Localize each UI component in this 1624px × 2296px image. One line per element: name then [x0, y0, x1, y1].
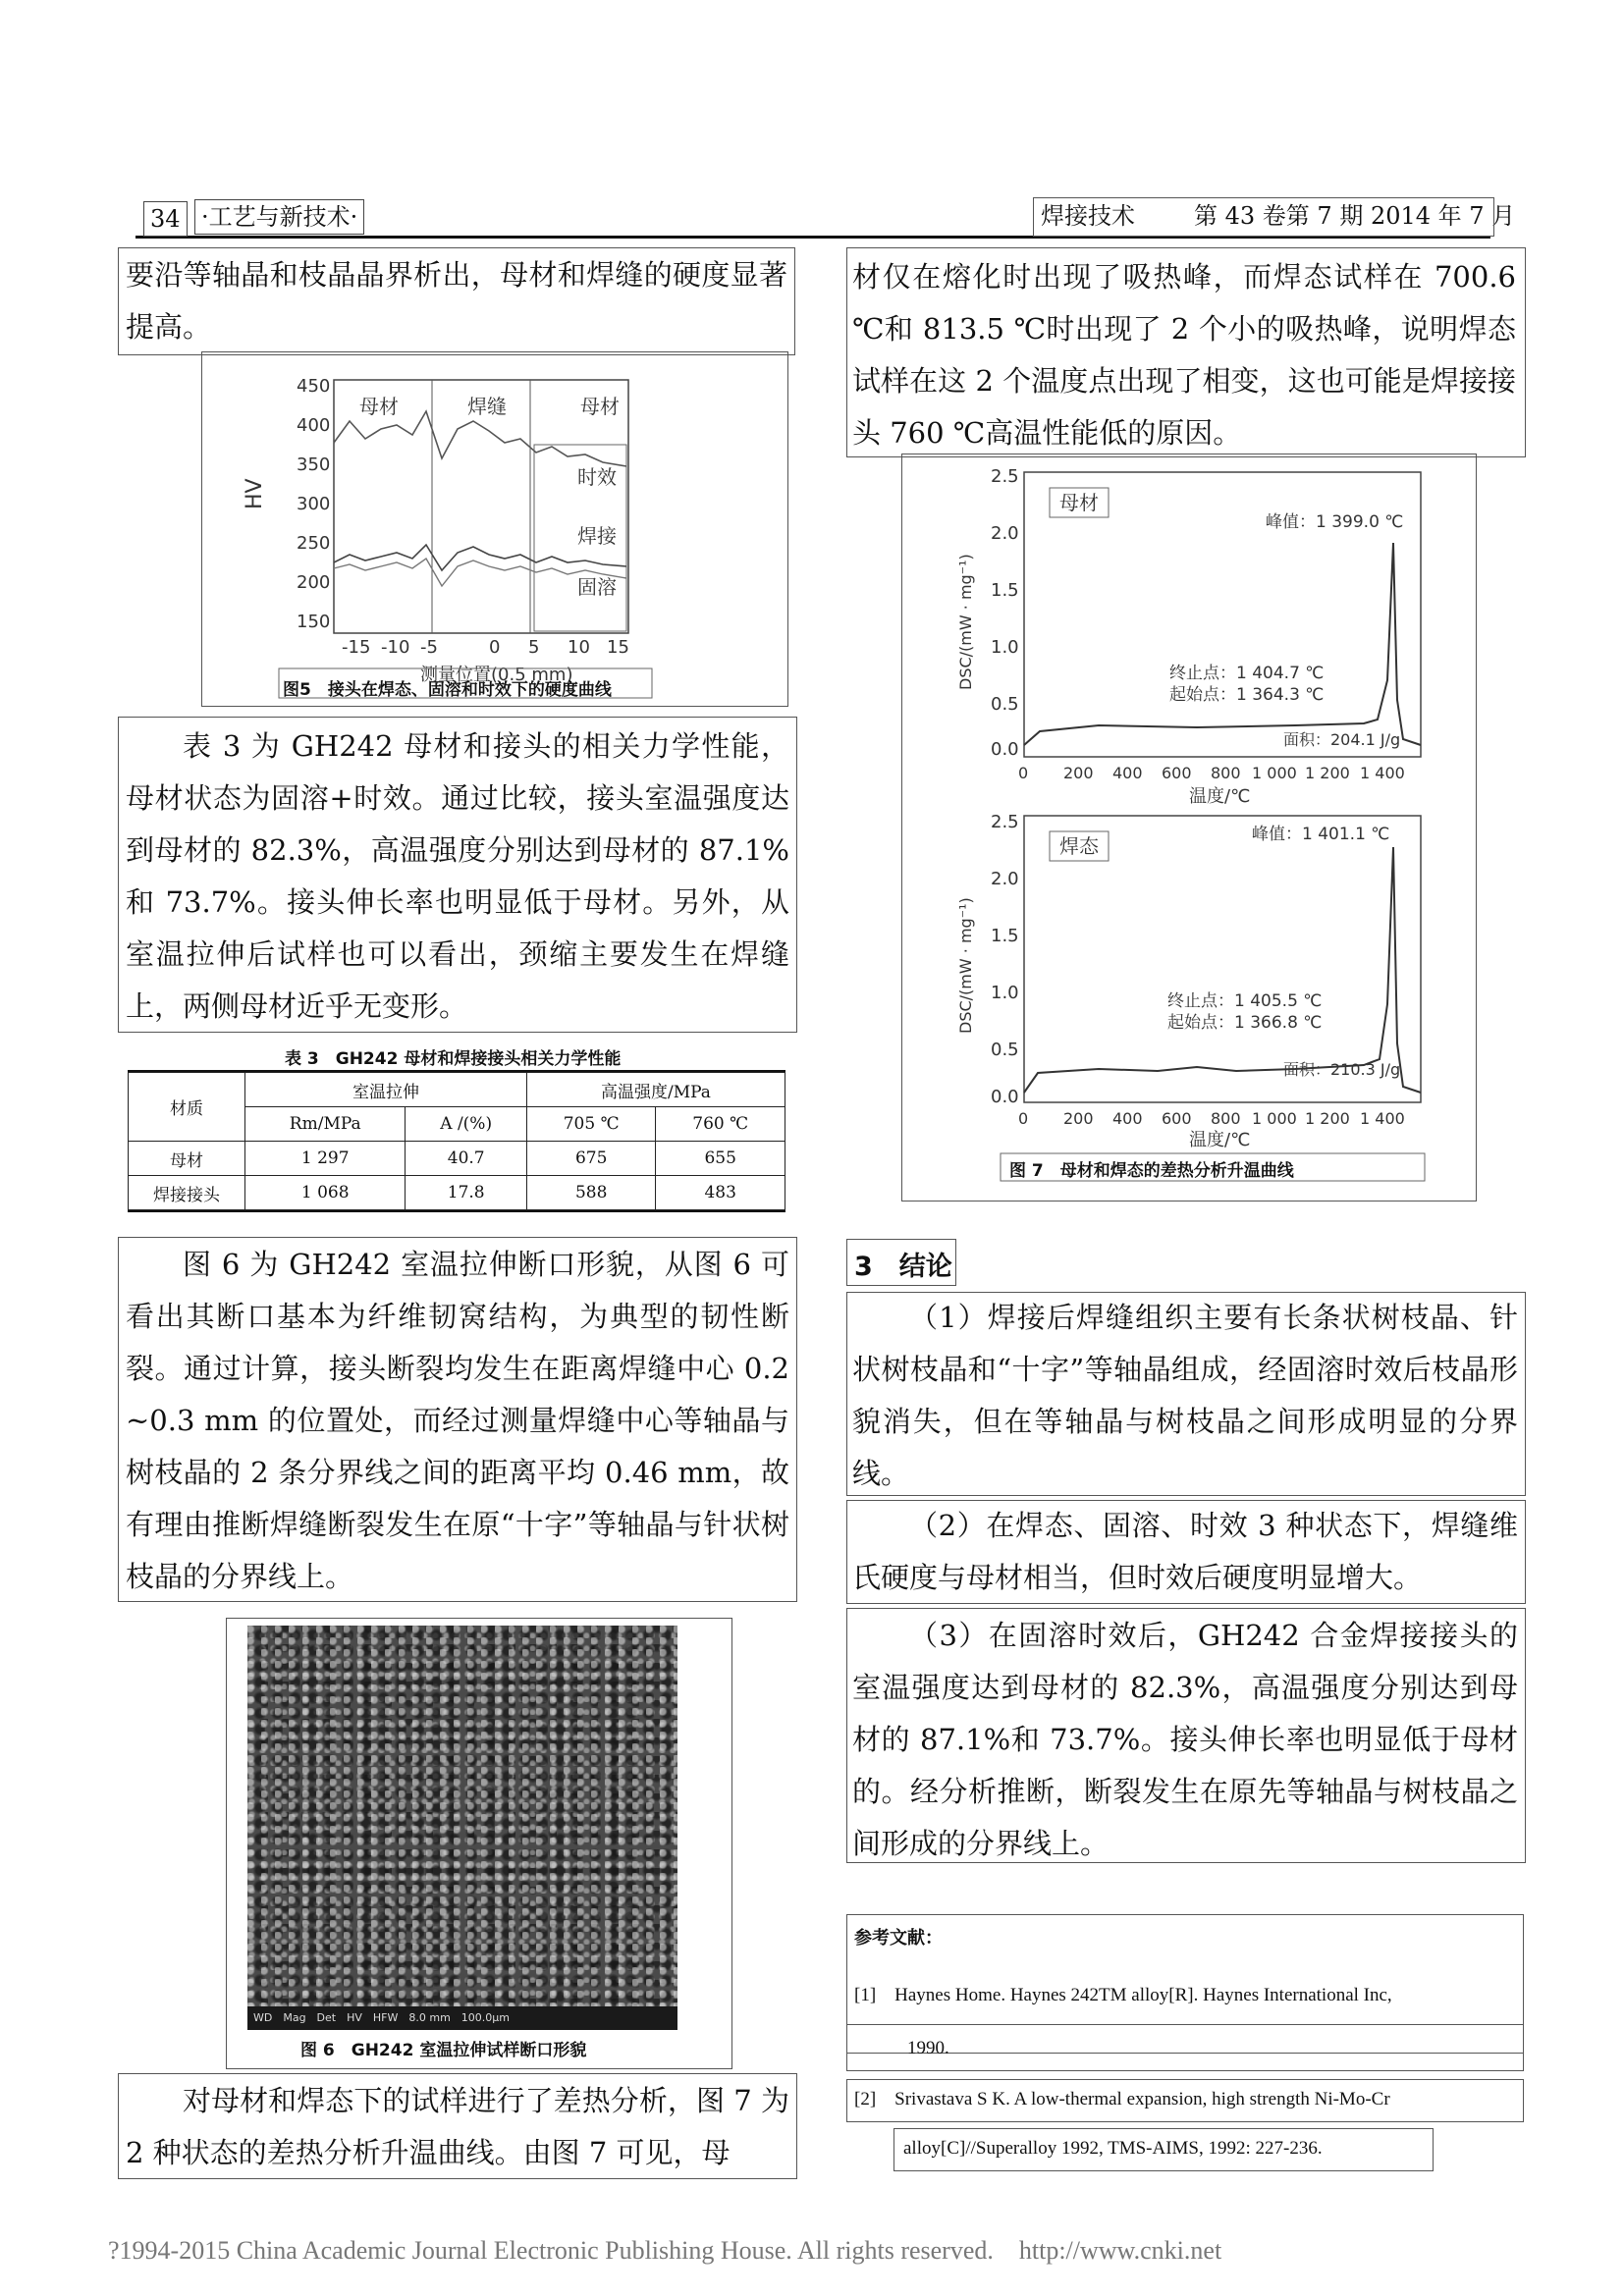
- x-tick: 400: [1112, 1109, 1143, 1128]
- col-705: 705 ℃: [526, 1107, 656, 1142]
- figure-6-caption: 图 6 GH242 室温拉伸试样断口形貌: [300, 2041, 587, 2060]
- paragraph: [126, 721, 789, 1033]
- paragraph: [852, 251, 1516, 459]
- x-tick: -10: [381, 637, 410, 658]
- fig5-chart: [202, 352, 789, 708]
- y-tick: 2.5: [991, 466, 1019, 487]
- paragraph: [852, 1610, 1518, 1870]
- x-tick: 1 400: [1360, 1109, 1405, 1128]
- reference-1: [1] Haynes Home. Haynes 242TM alloy[R]. Haynes International Inc,: [854, 1985, 1392, 2005]
- x-tick: 10: [568, 637, 590, 658]
- copyright-footer: ?1994-2015 China Academic Journal Electronic Publishing House. All rights reserved. http://www.cnki.net: [108, 2236, 1222, 2265]
- paragraph-text: 要沿等轴晶和枝晶晶界析出，母材和焊缝的硬度显著提高。: [126, 258, 787, 344]
- y-tick: 450: [297, 376, 331, 397]
- area-label: 面积：210.3 J/g: [1283, 1060, 1401, 1079]
- end-label: 终止点：1 404.7 ℃: [1169, 664, 1325, 683]
- x-tick: 0: [489, 637, 501, 658]
- conclusion-3: （3）在固溶时效后，GH242 合金焊接接头的室温强度达到母材的 82.3%，高温强度分别达到母材的 87.1%和 73.7%。接头伸长率也明显低于母材的。经分析推断，断裂发生在原先等轴晶与树枝晶之间形成的分界线上。: [852, 1619, 1518, 1860]
- figure-5: [201, 351, 788, 707]
- y-tick: 0.0: [991, 739, 1019, 760]
- figure-5-caption: 图5 接头在焊态、固溶和时效下的硬度曲线: [283, 680, 612, 700]
- dsc-curve-base: [1024, 543, 1421, 745]
- panel-label: 焊态: [1059, 834, 1099, 858]
- fig7-chart: [902, 454, 1478, 1202]
- x-tick: 1 000: [1252, 764, 1297, 782]
- dsc-curve-weld: [1024, 847, 1421, 1093]
- y-tick: 1.5: [991, 580, 1019, 601]
- cell-material: 母材: [129, 1142, 245, 1176]
- x-tick: -5: [420, 637, 438, 658]
- zone-label: 母材: [580, 395, 620, 418]
- y-axis-label: DSC/(mW · mg⁻¹): [956, 554, 975, 690]
- conclusion-1: （1）焊接后焊缝组织主要有长条状树枝晶、针状树枝晶和“十字”等轴晶组成，经固溶时效后枝晶形貌消失，但在等轴晶与树枝晶之间形成明显的分界线。: [852, 1301, 1518, 1490]
- x-tick: 15: [607, 637, 629, 658]
- y-tick: 1.5: [991, 926, 1019, 946]
- journal-name: 焊接技术: [1041, 202, 1135, 230]
- x-tick: 0: [1018, 764, 1029, 782]
- paragraph-text: 对母材和焊态下的试样进行了差热分析，图 7 为 2 种状态的差热分析升温曲线。由图 7 可见，母: [126, 2084, 789, 2169]
- y-tick: 200: [297, 572, 331, 593]
- sem-image: [247, 1626, 677, 2030]
- cell-a: 40.7: [406, 1142, 526, 1176]
- x-axis-label: 温度/℃: [1189, 786, 1251, 807]
- table-3-title: 表 3 GH242 母材和焊接接头相关力学性能: [285, 1049, 622, 1069]
- x-tick: 600: [1162, 1109, 1192, 1128]
- x-tick: 200: [1063, 1109, 1094, 1128]
- paragraph: [852, 1292, 1518, 1500]
- table-row: [129, 1142, 785, 1176]
- reference-2: [2] Srivastava S K. A low-thermal expansion, high strength Ni-Mo-Cr: [854, 2089, 1390, 2109]
- y-tick: 2.0: [991, 869, 1019, 889]
- x-tick: 1 000: [1252, 1109, 1297, 1128]
- y-tick: 1.0: [991, 637, 1019, 658]
- y-tick: 0.5: [991, 1040, 1019, 1060]
- figure-7: [901, 454, 1477, 1201]
- x-tick: 800: [1211, 764, 1241, 782]
- figure-7-caption: 图 7 母材和焊态的差热分析升温曲线: [1009, 1161, 1294, 1181]
- welded-curve: [334, 545, 626, 570]
- paragraph-text: 图 6 为 GH242 室温拉伸断口形貌，从图 6 可看出其断口基本为纤维韧窝结构，为典型的韧性断裂。通过计算，接头断裂均发生在距离焊缝中心 0.2~0.3 mm 的位置处，而经过测量焊缝中心等轴晶与树枝晶的 2 条分界线之间的距离平均 0.46 mm，故有理由推断焊缝断裂发生在原“十字”等轴晶与针状树枝晶的分界线上。: [126, 1248, 789, 1593]
- x-tick: -15: [342, 637, 371, 658]
- group-high-temp: 高温强度/MPa: [526, 1073, 785, 1107]
- y-tick: 2.5: [991, 812, 1019, 832]
- reference-1-cont: 1990.: [907, 2038, 949, 2058]
- x-tick: 600: [1162, 764, 1192, 782]
- x-tick: 0: [1018, 1109, 1029, 1128]
- paragraph: [852, 1500, 1518, 1604]
- journal-box: [1033, 197, 1494, 237]
- x-tick: 1 200: [1305, 1109, 1350, 1128]
- y-tick: 350: [297, 454, 331, 475]
- area-label: 面积：204.1 J/g: [1283, 730, 1401, 749]
- x-axis-label: 温度/℃: [1189, 1130, 1251, 1150]
- x-tick: 1 400: [1360, 764, 1405, 782]
- table-row: [129, 1176, 785, 1210]
- y-tick: 400: [297, 415, 331, 436]
- y-tick: 1.0: [991, 983, 1019, 1003]
- y-tick: 2.0: [991, 523, 1019, 544]
- cell-705: 675: [526, 1142, 656, 1176]
- paragraph-text: 表 3 为 GH242 母材和接头的相关力学性能，母材状态为固溶+时效。通过比较，接头室温强度达到母材的 82.3%，高温强度分别达到母材的 87.1%和 73.7%。接头伸长率也明显低于母材。另外，从室温拉伸后试样也可以看出，颈缩主要发生在焊缝上，两侧母材近乎无变形。: [126, 729, 789, 1023]
- x-tick: 400: [1112, 764, 1143, 782]
- conclusion-heading: 3 结论: [854, 1252, 952, 1282]
- zone-label: 母材: [359, 395, 399, 418]
- cell-760: 483: [656, 1176, 785, 1210]
- y-axis-label: DSC/(mW · mg⁻¹): [956, 897, 975, 1034]
- start-label: 起始点：1 366.8 ℃: [1167, 1013, 1323, 1033]
- y-tick: 250: [297, 533, 331, 554]
- references-heading: 参考文献：: [854, 1928, 943, 1949]
- end-label: 终止点：1 405.5 ℃: [1167, 991, 1323, 1011]
- x-axis-label: 测量位置(0.5 mm): [420, 665, 573, 685]
- paragraph: [126, 1239, 789, 1603]
- sem-info-bar: WD Mag Det HV HFW 8.0 mm 100.0μm: [247, 2006, 677, 2030]
- issue-info: 第 43 卷第 7 期 2014 年 7 月: [1194, 202, 1516, 230]
- y-tick: 0.5: [991, 694, 1019, 715]
- y-tick: 150: [297, 612, 331, 632]
- cell-material: 焊接接头: [129, 1176, 245, 1210]
- x-tick: 5: [528, 637, 540, 658]
- col-760: 760 ℃: [656, 1107, 785, 1142]
- x-tick: 1 200: [1305, 764, 1350, 782]
- reference-2-cont: alloy[C]//Superalloy 1992, TMS-AIMS, 1992: 227-236.: [903, 2138, 1323, 2159]
- page-number: 34: [143, 201, 188, 237]
- col-a: A /(%): [406, 1107, 526, 1142]
- cell-760: 655: [656, 1142, 785, 1176]
- legend-item: 焊接: [577, 524, 617, 548]
- peak-label: 峰值：1 401.1 ℃: [1252, 825, 1390, 844]
- paragraph: [126, 2075, 789, 2179]
- group-room-temp: 室温拉伸: [245, 1073, 527, 1107]
- y-tick: 300: [297, 494, 331, 514]
- start-label: 起始点：1 364.3 ℃: [1169, 685, 1325, 705]
- peak-label: 峰值：1 399.0 ℃: [1266, 512, 1404, 532]
- paragraph-text: 材仅在熔化时出现了吸热峰，而焊态试样在 700.6 ℃和 813.5 ℃时出现了 2 个小的吸热峰，说明焊态试样在这 2 个温度点出现了相变，这也可能是焊接接头 760 ℃高温性能低的原因。: [852, 260, 1516, 450]
- panel-label: 母材: [1059, 491, 1099, 514]
- col-rm: Rm/MPa: [245, 1107, 406, 1142]
- legend-item: 时效: [577, 465, 617, 489]
- section-name: ·工艺与新技术·: [194, 199, 364, 235]
- zone-label: 焊缝: [467, 395, 507, 418]
- x-tick: 200: [1063, 764, 1094, 782]
- x-tick: 800: [1211, 1109, 1241, 1128]
- y-tick: 0.0: [991, 1087, 1019, 1107]
- cell-705: 588: [526, 1176, 656, 1210]
- table-3: [128, 1070, 785, 1212]
- cell-rm: 1 297: [245, 1142, 406, 1176]
- conclusion-2: （2）在焊态、固溶、时效 3 种状态下，焊缝维氏硬度与母材相当，但时效后硬度明显增大。: [852, 1509, 1518, 1594]
- mechanics-table: [128, 1072, 785, 1210]
- y-axis-label: HV: [243, 478, 267, 509]
- col-material: 材质: [129, 1073, 245, 1142]
- aging-curve: [334, 411, 626, 466]
- paragraph: [126, 249, 787, 353]
- cell-a: 17.8: [406, 1176, 526, 1210]
- cell-rm: 1 068: [245, 1176, 406, 1210]
- legend-item: 固溶: [577, 575, 617, 599]
